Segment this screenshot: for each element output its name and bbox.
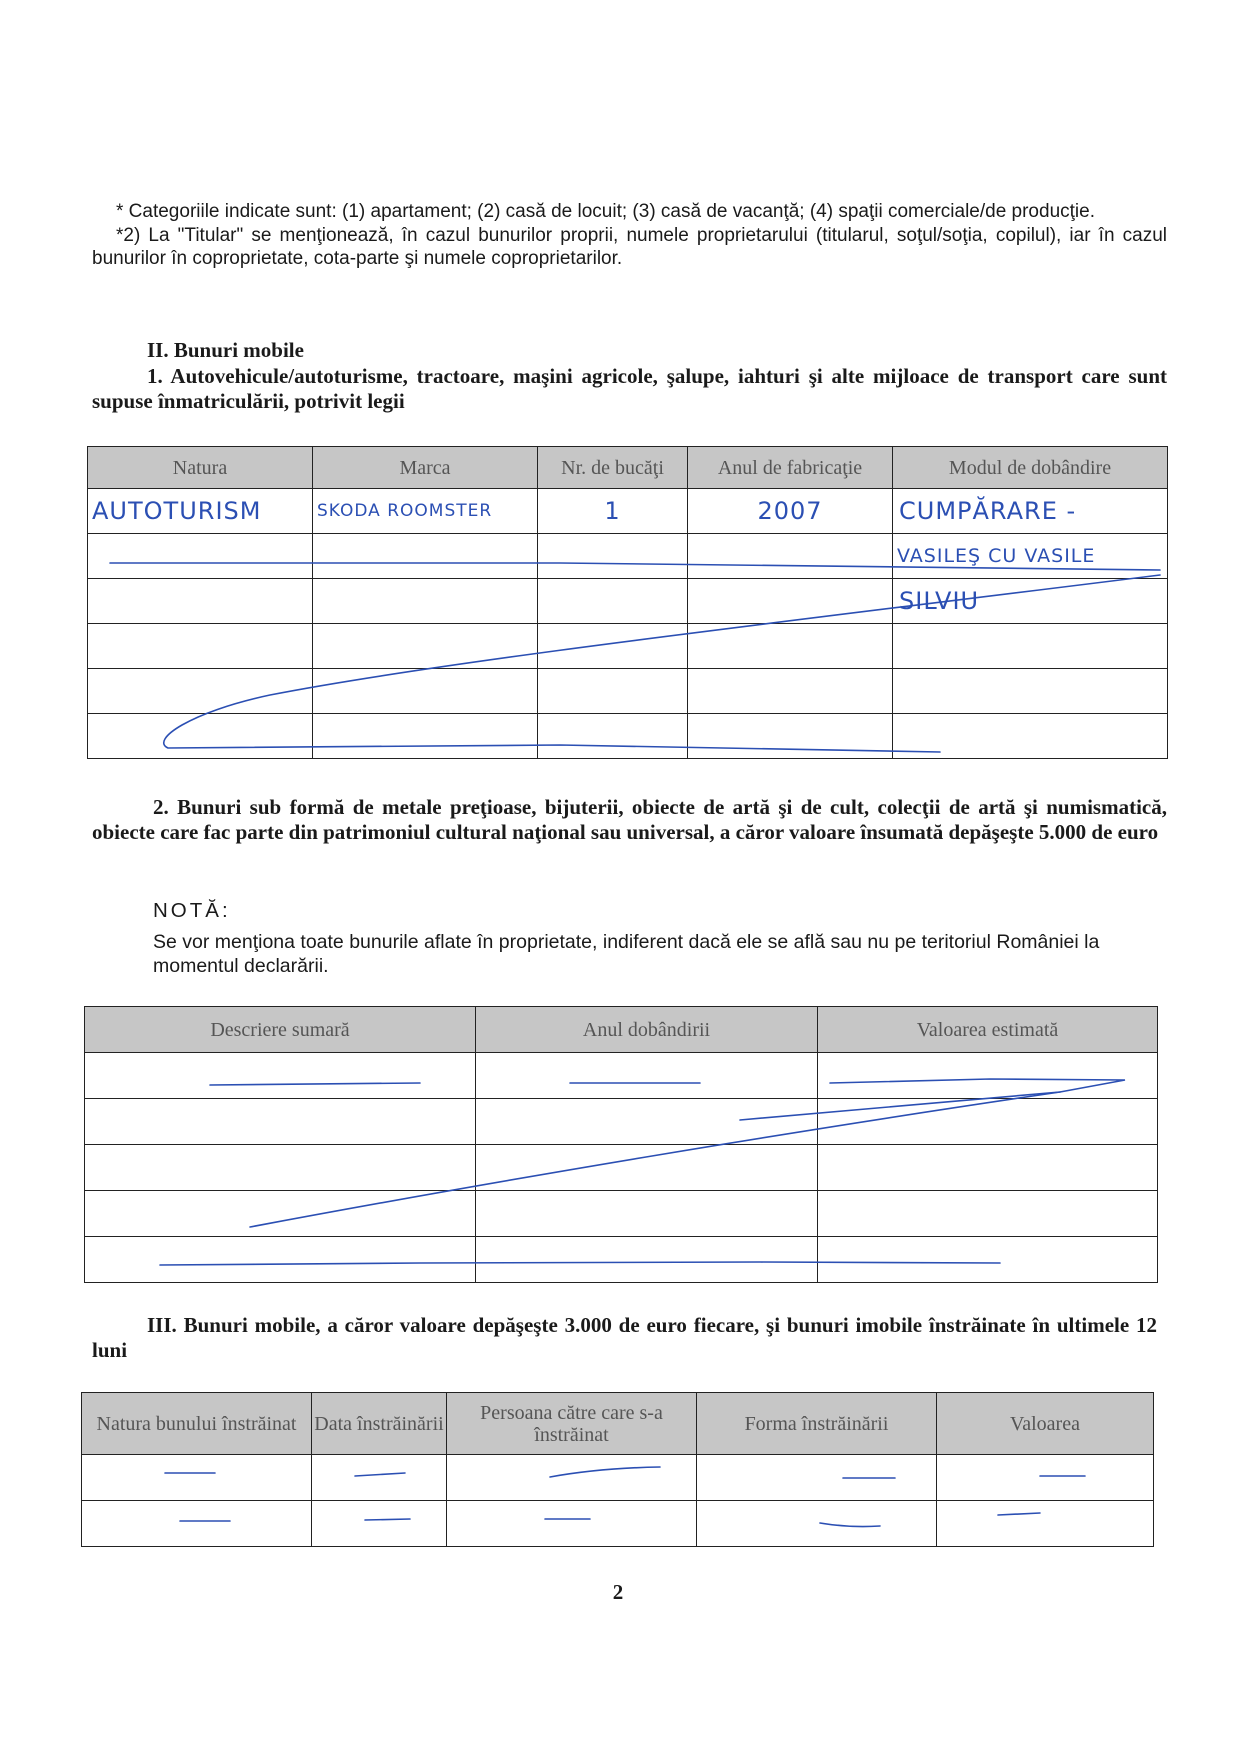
col-natura-bunului: Natura bunului înstrăinat [82, 1393, 312, 1455]
cell-natura: AUTOTURISM [88, 489, 313, 534]
titular-note: *2) La "Titular" se menţionează, în cazul bunurilor proprii, numele proprietarului (titularul, soţul/soţia, copilul), iar în cazul bunurilor în coproprietate, cota-parte şi numele coproprietarilor. [92, 224, 1167, 269]
table-row [88, 624, 1168, 669]
col-natura: Natura [88, 447, 313, 489]
cell-an: 2007 [688, 489, 893, 534]
col-nr-bucati: Nr. de bucăţi [538, 447, 688, 489]
col-persoana: Persoana către care s-a înstrăinat [447, 1393, 697, 1455]
col-valoarea-estimata: Valoarea estimată [818, 1007, 1158, 1053]
vehicles-table [87, 446, 1168, 759]
col-modul-dobandire: Modul de dobândire [893, 447, 1168, 489]
valuables-table [84, 1006, 1158, 1283]
table-row [85, 1191, 1158, 1237]
col-anul-fabricatie: Anul de fabricaţie [688, 447, 893, 489]
item1-title: 1. Autovehicule/autoturisme, tractoare, maşini agricole, şalupe, iahturi şi alte mijloace de transport care sunt supuse înmatriculării, potrivit legii [92, 364, 1167, 413]
cell-modul: VASILEŞ CU VASILE [893, 534, 1168, 579]
footnotes [92, 200, 1167, 271]
cell-bucati: 1 [538, 489, 688, 534]
nota-text: Se vor menţiona toate bunurile aflate în proprietate, indiferent dacă ele se află sau nu pe teritoriul României la momentul declarării. [153, 931, 1100, 977]
col-descriere: Descriere sumară [85, 1007, 476, 1053]
section-title-bunuri-mobile: II. Bunuri mobile [147, 338, 304, 362]
section3-title: III. Bunuri mobile, a căror valoare depăşeşte 3.000 de euro fiecare, şi bunuri imobile înstrăinate în ultimele 12 luni [92, 1313, 1157, 1362]
item2-title: 2. Bunuri sub formă de metale preţioase, bijuterii, obiecte de artă şi de cult, colecţii de artă şi numismatică, obiecte care fac parte din patrimoniul cultural naţional sau universal, a căror valoare însumată depăşeşte 5.000 de euro [92, 795, 1167, 844]
alienated-table [81, 1392, 1154, 1547]
table-row [88, 714, 1168, 759]
col-data-instrainarii: Data înstrăinării [312, 1393, 447, 1455]
table-row [82, 1501, 1154, 1547]
col-marca: Marca [313, 447, 538, 489]
table-row [88, 579, 1168, 624]
cell-marca: SKODA ROOMSTER [313, 489, 538, 534]
table-row [88, 669, 1168, 714]
table-row [88, 489, 1168, 534]
table-row [85, 1099, 1158, 1145]
cell-modul: CUMPĂRARE - [893, 489, 1168, 534]
nota-label: NOTĂ: [153, 899, 231, 922]
table-row [85, 1237, 1158, 1283]
categories-note: * Categoriile indicate sunt: (1) apartament; (2) casă de locuit; (3) casă de vacanţă; (4) spaţii comerciale/de producţie. [116, 201, 1095, 222]
col-anul-dobandirii: Anul dobândirii [476, 1007, 818, 1053]
col-forma-instrainarii: Forma înstrăinării [697, 1393, 937, 1455]
table-row [85, 1053, 1158, 1099]
cell-modul: SILVIU [893, 579, 1168, 624]
table-row [82, 1455, 1154, 1501]
table-row [85, 1145, 1158, 1191]
table-row [88, 534, 1168, 579]
col-valoarea: Valoarea [937, 1393, 1154, 1455]
page-number: 2 [612, 1580, 624, 1604]
